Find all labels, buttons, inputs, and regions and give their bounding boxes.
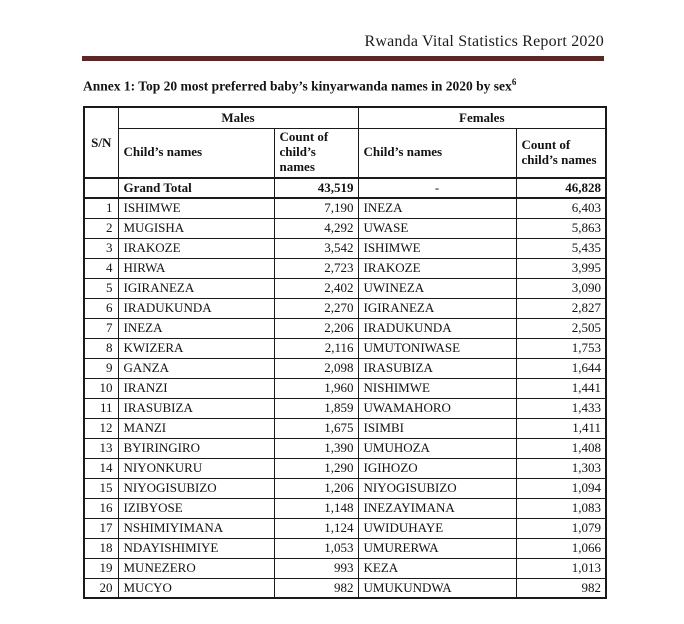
table-row (84, 238, 606, 258)
table-row (84, 198, 606, 218)
sn-column-header: S/N (84, 107, 118, 178)
female-name-cell: KEZA (358, 558, 516, 578)
male-name-cell: HIRWA (118, 258, 274, 278)
male-name-cell: KWIZERA (118, 338, 274, 358)
grand-total-sn-cell (84, 178, 118, 198)
table-row (84, 518, 606, 538)
female-count-cell: 3,995 (516, 258, 606, 278)
annex-title-text: Annex 1: Top 20 most preferred baby’s kinyarwanda names in 2020 by sex (83, 78, 512, 94)
female-names-column-header: Child’s names (358, 128, 516, 178)
male-count-cell: 1,124 (274, 518, 358, 538)
grand-total-female-name: - (358, 178, 516, 198)
male-name-cell: IZIBYOSE (118, 498, 274, 518)
female-name-cell: IRAKOZE (358, 258, 516, 278)
female-name-cell: UMURERWA (358, 538, 516, 558)
female-count-cell: 3,090 (516, 278, 606, 298)
sn-cell: 17 (84, 518, 118, 538)
table-row (84, 318, 606, 338)
table-row (84, 338, 606, 358)
male-names-column-header: Child’s names (118, 128, 274, 178)
table-row (84, 498, 606, 518)
report-header-title: Rwanda Vital Statistics Report 2020 (364, 33, 604, 50)
male-name-cell: NDAYISHIMIYE (118, 538, 274, 558)
male-count-cell: 1,053 (274, 538, 358, 558)
female-count-cell: 1,644 (516, 358, 606, 378)
grand-total-label: Grand Total (118, 178, 274, 198)
table-head (84, 107, 606, 178)
sn-cell: 6 (84, 298, 118, 318)
sn-cell: 11 (84, 398, 118, 418)
female-name-cell: UWASE (358, 218, 516, 238)
female-name-cell: IGIHOZO (358, 458, 516, 478)
grand-total-male-count: 43,519 (274, 178, 358, 198)
table-row (84, 358, 606, 378)
male-count-cell: 1,206 (274, 478, 358, 498)
table-row (84, 558, 606, 578)
male-name-cell: NIYONKURU (118, 458, 274, 478)
female-name-cell: UWIDUHAYE (358, 518, 516, 538)
male-count-cell: 2,116 (274, 338, 358, 358)
male-name-cell: IRASUBIZA (118, 398, 274, 418)
female-name-cell: UMUTONIWASE (358, 338, 516, 358)
sn-cell: 13 (84, 438, 118, 458)
male-name-cell: MANZI (118, 418, 274, 438)
female-name-cell: IRASUBIZA (358, 358, 516, 378)
sn-cell: 10 (84, 378, 118, 398)
female-count-cell: 1,408 (516, 438, 606, 458)
male-name-cell: MUNEZERO (118, 558, 274, 578)
male-name-cell: IRADUKUNDA (118, 298, 274, 318)
female-name-cell: NIYOGISUBIZO (358, 478, 516, 498)
table-row (84, 478, 606, 498)
male-name-cell: INEZA (118, 318, 274, 338)
female-name-cell: ISHIMWE (358, 238, 516, 258)
female-count-cell: 1,083 (516, 498, 606, 518)
female-name-cell: IGIRANEZA (358, 298, 516, 318)
male-name-cell: ISHIMWE (118, 198, 274, 218)
female-count-cell: 1,094 (516, 478, 606, 498)
header-divider-rule (82, 56, 604, 61)
male-name-cell: NIYOGISUBIZO (118, 478, 274, 498)
male-name-cell: IGIRANEZA (118, 278, 274, 298)
male-count-cell: 1,148 (274, 498, 358, 518)
male-count-cell: 3,542 (274, 238, 358, 258)
male-count-cell: 7,190 (274, 198, 358, 218)
female-count-cell: 1,013 (516, 558, 606, 578)
footnote-marker: 6 (511, 77, 517, 87)
table-row (84, 278, 606, 298)
male-count-cell: 2,402 (274, 278, 358, 298)
sn-cell: 8 (84, 338, 118, 358)
sn-cell: 15 (84, 478, 118, 498)
table-row (84, 398, 606, 418)
male-count-cell: 2,206 (274, 318, 358, 338)
sn-cell: 18 (84, 538, 118, 558)
female-count-cell: 1,441 (516, 378, 606, 398)
annex-title (83, 77, 623, 95)
male-count-column-header: Count of child’s names (274, 128, 358, 178)
female-count-cell: 5,435 (516, 238, 606, 258)
male-name-cell: MUGISHA (118, 218, 274, 238)
male-count-cell: 2,723 (274, 258, 358, 278)
sn-cell: 16 (84, 498, 118, 518)
male-name-cell: IRANZI (118, 378, 274, 398)
sn-cell: 2 (84, 218, 118, 238)
male-count-cell: 2,098 (274, 358, 358, 378)
female-name-cell: UMUHOZA (358, 438, 516, 458)
sn-cell: 5 (84, 278, 118, 298)
female-count-cell: 1,753 (516, 338, 606, 358)
female-count-cell: 1,303 (516, 458, 606, 478)
table-row (84, 298, 606, 318)
sn-cell: 7 (84, 318, 118, 338)
sn-cell: 14 (84, 458, 118, 478)
male-count-cell: 1,960 (274, 378, 358, 398)
column-header-row (84, 128, 606, 178)
female-name-cell: INEZA (358, 198, 516, 218)
grand-total-female-count: 46,828 (516, 178, 606, 198)
sn-cell: 19 (84, 558, 118, 578)
table-row (84, 418, 606, 438)
male-name-cell: IRAKOZE (118, 238, 274, 258)
female-count-cell: 1,433 (516, 398, 606, 418)
female-name-cell: NISHIMWE (358, 378, 516, 398)
males-group-header: Males (118, 107, 358, 128)
table-row (84, 258, 606, 278)
female-count-cell: 1,079 (516, 518, 606, 538)
table-body (84, 178, 606, 598)
sn-cell: 9 (84, 358, 118, 378)
male-name-cell: MUCYO (118, 578, 274, 598)
male-name-cell: NSHIMIYIMANA (118, 518, 274, 538)
table-row (84, 218, 606, 238)
sn-cell: 12 (84, 418, 118, 438)
male-count-cell: 1,859 (274, 398, 358, 418)
table-row (84, 438, 606, 458)
male-count-cell: 993 (274, 558, 358, 578)
male-count-cell: 1,390 (274, 438, 358, 458)
male-count-cell: 1,290 (274, 458, 358, 478)
female-name-cell: UWINEZA (358, 278, 516, 298)
table-row (84, 538, 606, 558)
group-header-row (84, 107, 606, 128)
female-name-cell: IRADUKUNDA (358, 318, 516, 338)
female-count-cell: 2,827 (516, 298, 606, 318)
female-count-cell: 2,505 (516, 318, 606, 338)
male-count-cell: 982 (274, 578, 358, 598)
female-name-cell: ISIMBI (358, 418, 516, 438)
sn-cell: 20 (84, 578, 118, 598)
female-name-cell: UMUKUNDWA (358, 578, 516, 598)
male-count-cell: 4,292 (274, 218, 358, 238)
female-name-cell: UWAMAHORO (358, 398, 516, 418)
sn-cell: 4 (84, 258, 118, 278)
female-count-column-header: Count of child’s names (516, 128, 606, 178)
sn-cell: 3 (84, 238, 118, 258)
male-name-cell: GANZA (118, 358, 274, 378)
male-count-cell: 2,270 (274, 298, 358, 318)
female-count-cell: 5,863 (516, 218, 606, 238)
table-row (84, 578, 606, 598)
female-count-cell: 982 (516, 578, 606, 598)
females-group-header: Females (358, 107, 606, 128)
male-count-cell: 1,675 (274, 418, 358, 438)
female-count-cell: 1,066 (516, 538, 606, 558)
female-count-cell: 6,403 (516, 198, 606, 218)
baby-names-table (83, 106, 607, 599)
table-row (84, 458, 606, 478)
female-name-cell: INEZAYIMANA (358, 498, 516, 518)
table-row (84, 378, 606, 398)
male-name-cell: BYIRINGIRO (118, 438, 274, 458)
female-count-cell: 1,411 (516, 418, 606, 438)
grand-total-row (84, 178, 606, 198)
sn-cell: 1 (84, 198, 118, 218)
